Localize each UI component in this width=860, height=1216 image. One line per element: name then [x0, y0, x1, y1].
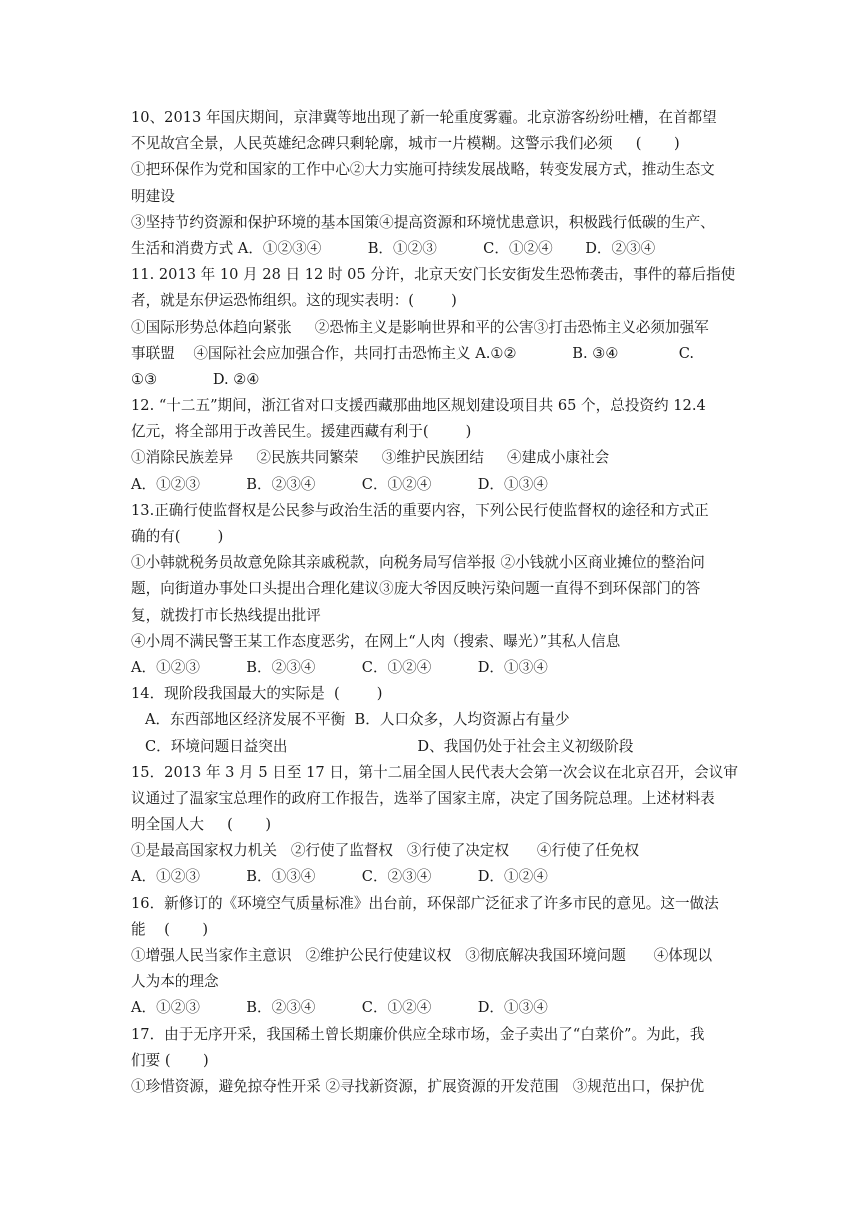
text-line: 能 ( ): [131, 920, 209, 938]
text-line: ④小周不满民警王某工作态度恶劣，在网上“人肉（搜索、曝光）”其私人信息: [131, 632, 621, 650]
text-line: 生活和消费方式 A．①②③④ B．①②③ C．①②④ D．②③④: [131, 239, 656, 257]
text-line: ①珍惜资源，避免掠夺性开采 ②寻找新资源，扩展资源的开发范围 ③规范出口，保护优: [131, 1077, 705, 1095]
text-line: ①国际形势总体趋向紧张 ②恐怖主义是影响世界和平的公害③打击恐怖主义必须加强军: [131, 318, 709, 336]
text-line: 13.正确行使监督权是公民参与政治生活的重要内容，下列公民行使监督权的途径和方式正: [131, 501, 709, 519]
text-line: 明全国人大 ( ): [131, 816, 272, 834]
question-text: [131, 105, 737, 1100]
text-line: ①消除民族差异 ②民族共同繁荣 ③维护民族团结 ④建成小康社会: [131, 449, 610, 467]
text-line: 17．由于无序开采，我国稀土曾长期廉价供应全球市场，金子卖出了“白菜价”。为此，我: [131, 1025, 705, 1043]
text-line: A．①②③ B．②③④ C．①②④ D．①③④: [131, 658, 548, 676]
text-line: A．①②③ B．①③④ C．②③④ D．①②④: [131, 868, 548, 886]
text-line: 人为本的理念: [131, 973, 219, 991]
text-line: A．①②③ B．②③④ C．①②④ D．①③④: [131, 475, 548, 493]
text-line: 亿元，将全部用于改善民生。援建西藏有利于( ): [131, 423, 472, 441]
text-line: 15．2013 年 3 月 5 日至 17 日，第十二届全国人民代表大会第一次会议在北京召开，会议审: [131, 763, 738, 781]
text-line: 者，就是东伊运恐怖组织。这的现实表明：( ): [131, 292, 457, 310]
text-line: 们要 ( ): [131, 1051, 209, 1069]
text-line: ①小韩就税务员故意免除其亲戚税款，向税务局写信举报 ②小钱就小区商业摊位的整治问: [131, 554, 705, 572]
text-line: A．东西部地区经济发展不平衡 B．人口众多，人均资源占有量少: [145, 711, 570, 729]
text-line: 议通过了温家宝总理作的政府工作报告，选举了国家主席，决定了国务院总理。上述材料表: [131, 789, 715, 807]
text-line: ①③ D. ②④: [131, 370, 260, 388]
text-line: A．①②③ B．②③④ C．①②④ D．①③④: [131, 999, 548, 1017]
text-line: ①是最高国家权力机关 ②行使了监督权 ③行使了决定权 ④行使了任免权: [131, 842, 640, 860]
text-line: 11. 2013 年 10 月 28 日 12 时 05 分许，北京天安门长安街发生恐怖袭击，事件的幕后指使: [131, 266, 736, 284]
text-line: 确的有( ): [131, 528, 224, 545]
text-line: 复，就拨打市长热线提出批评: [131, 606, 321, 624]
text-line: ③坚持节约资源和保护环境的基本国策④提高资源和环境忧患意识，积极践行低碳的生产、: [131, 213, 715, 231]
text-line: 10、2013 年国庆期间，京津冀等地出现了新一轮重度雾霾。北京游客纷纷吐槽，在首都望: [131, 109, 717, 126]
text-line: ①把环保作为党和国家的工作中心②大力实施可持续发展战略，转变发展方式，推动生态文: [131, 161, 715, 179]
text-line: 不见故宫全景，人民英雄纪念碑只剩轮廓，城市一片模糊。这警示我们必须 ( ): [131, 135, 680, 153]
text-line: 14．现阶段我国最大的实际是 ( ): [131, 685, 383, 703]
text-line: 明建设: [131, 187, 175, 205]
text-line: 题，向街道办事处口头提出合理化建议③庞大爷因反映污染问题一直得不到环保部门的答: [131, 580, 701, 598]
text-line: 12. “十二五”期间，浙江省对口支援西藏那曲地区规划建设项目共 65 个，总投资约 12.4: [131, 397, 706, 415]
text-line: 事联盟 ④国际社会应加强合作，共同打击恐怖主义 A.①② B. ③④ C.: [131, 344, 695, 362]
text-line: C．环境问题日益突出 D、我国仍处于社会主义初级阶段: [145, 737, 634, 755]
text-line: 16．新修订的《环境空气质量标准》出台前，环保部广泛征求了许多市民的意见。这一做法: [131, 894, 719, 912]
text-line: ①增强人民当家作主意识 ②维护公民行使建议权 ③彻底解决我国环境问题 ④体现以: [131, 947, 713, 964]
